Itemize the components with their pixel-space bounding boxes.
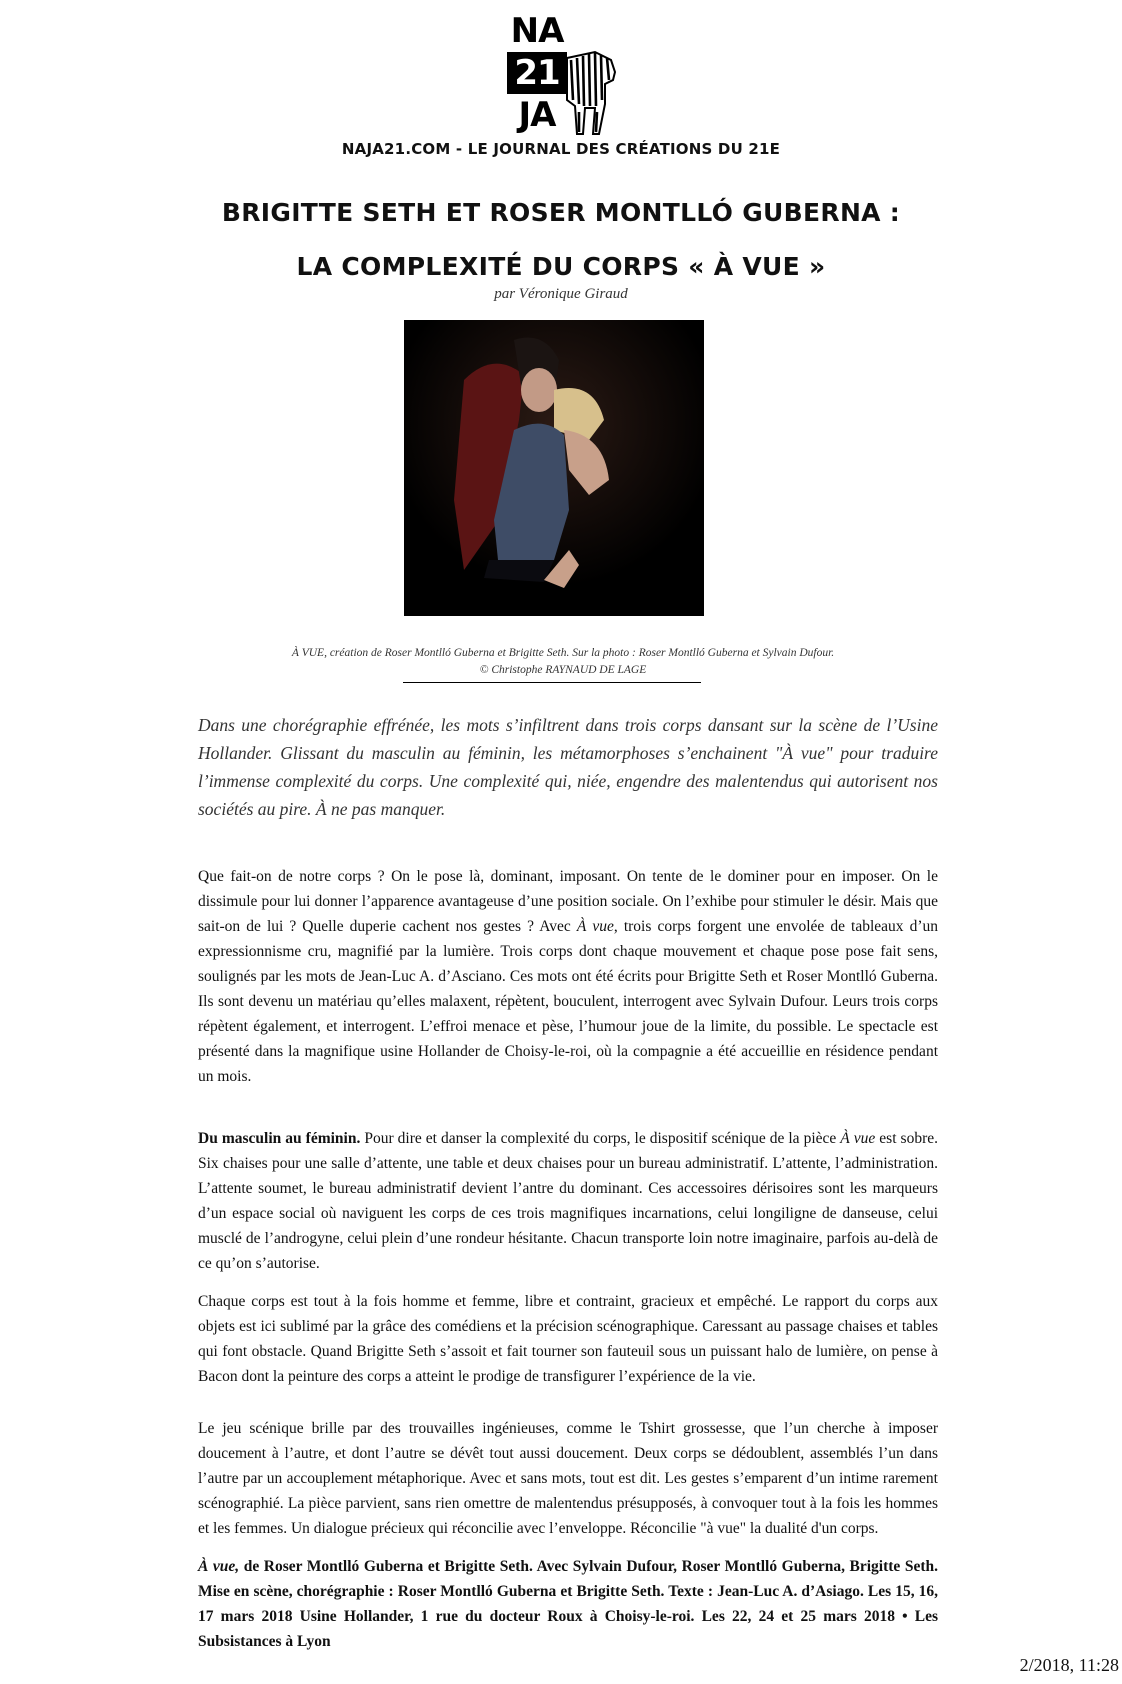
byline: par Véronique Giraud [494,286,628,302]
photo-caption-credit-line: À VUE, création de Roser Montlló Guberna et Brigitte Seth. Sur la photo : Roser Montlló Guberna et Sylvain Dufour. [291,647,835,659]
paragraph-text: Pour dire et danser la complexité du corps, le dispositif scénique de la pièce [360,1130,841,1147]
zebra-icon [565,50,617,138]
show-title: À vue [576,918,614,935]
logo-wordmark [507,10,567,137]
site-logo[interactable] [507,10,617,140]
photo-caption [180,645,946,679]
paragraph-text: , trois corps forgent une envolée de tableaux d’un expressionnisme cru, magnifié par la lumière. Trois corps dont chaque mouvement et chaque pose pose fait sens, soulignés par les mots de Jean-Luc A. d’Asciano. Ces mots ont été écrits pour Brigitte Seth et Roser Montlló Guberna. Ils sont devenu un matériau qu’elles malaxent, répètent, bouculent, interrogent avec Sylvain Dufour. Leurs trois corps répètent également, et interrogent. L’effroi menace et pèse, l’humour joue de la limite, du possible. Le spectacle est présenté dans la magnifique usine Hollander de Choisy-le-roi, où la compagnie a été accueillie en résidence pendant un mois. [198,918,938,1085]
caption-divider [403,682,701,683]
logo-line-1: NA [507,10,567,52]
paragraph-text: Que fait-on de notre corps ? On le pose là, dominant, imposant. On tente de le dominer pour en imposer. On le dissimule pour lui donner l’apparence avantageuse d’une position sociale. On l’exhibe pour stimuler le désir. Mais que sait-on de lui ? Quelle duperie cachent nos gestes ? Avec [198,868,938,935]
logo-line-3: JA [507,94,567,136]
print-timestamp: 2/2018, 11:28 [1019,1655,1119,1675]
article-lead: Dans une chorégraphie effrénée, les mots s’infiltrent dans trois corps dansant sur la scène de l’Usine Hollander. Glissant du masculin au féminin, les métamorphoses s’enchainent "À vue" pour traduire l’immense complexité du corps. Une complexité qui, niée, engendre des malentendus qui autorisent nos sociétés au pire. À ne pas manquer. [198,715,938,819]
body-paragraph-2 [198,1126,938,1276]
paragraph-text: est sobre. Six chaises pour une salle d’attente, une table et deux chaises pour un bureau administratif. L’attente, l’administration. L’attente soumet, le bureau administratif devient l’antre du dominant. Ces accessoires dérisoires sont les marqueurs d’un espace social où naviguent les corps de ces trois magnifiques incarnations, celui longiligne de danseuse, celui musclé de l’androgyne, celui plein d’une rondeur hésitante. Chacun transporte loin notre imaginaire, parfois au-delà de ce qu’on s’autorise. [198,1130,938,1272]
show-credits [198,1554,938,1654]
show-title: À vue, [198,1558,240,1575]
photo-copyright: © Christophe RAYNAUD DE LAGE [479,664,647,676]
body-paragraph-4: Le jeu scénique brille par des trouvailles ingénieuses, comme le Tshirt grossesse, que l’un cherche à imposer doucement à l’autre, et dont l’autre se dévêt tout aussi doucement. Deux corps se dédoublent, assemblés l’un dans l’autre par un accouplement métaphorique. Avec et sans mots, tout est dit. Les gestes s’emparent d’un intime rarement scénographié. La pièce parvient, sans rien omettre de malentendus présupposés, à convoquer tout à la fois les hommes et les femmes. Un dialogue précieux qui réconcilie avec l’enveloppe. Réconcilie "à vue" la dualité d'un corps. [198,1420,938,1537]
section-heading: Du masculin au féminin. [198,1130,361,1147]
site-tagline[interactable]: NAJA21.COM - LE JOURNAL DES CRÉATIONS DU 21E [341,140,781,158]
body-paragraph-1 [198,864,938,1089]
body-paragraph-3: Chaque corps est tout à la fois homme et femme, libre et contraint, gracieux et empêché. Le rapport du corps aux objets est ici sublimé par la grâce des comédiens et la précision scénographique. Caressant au passage chaises et tables qui font obstacle. Quand Brigitte Seth s’assoit et fait tourner son fauteuil sous un puissant halo de lumière, on pense à Bacon dont la peinture des corps a atteint le prodige de transfigurer l’expérience de la vie. [198,1293,938,1385]
show-title: À vue [840,1130,876,1147]
article-photo [404,320,704,616]
credits-text: de Roser Montlló Guberna et Brigitte Seth. Avec Sylvain Dufour, Roser Montlló Guberna, Brigitte Seth. Mise en scène, chorégraphie : Roser Montlló Guberna et Brigitte Seth. Texte : Jean-Luc A. d’Asiago. Les 15, 16, 17 mars 2018 Usine Hollander, 1 rue du docteur Roux à Choisy-le-roi. Les 22, 24 et 25 mars 2018 • Les Subsistances à Lyon [198,1558,939,1650]
logo-line-2: 21 [507,52,567,94]
article-title: BRIGITTE SETH ET ROSER MONTLLÓ GUBERNA : LA COMPLEXITÉ DU CORPS « À VUE » [221,198,901,281]
